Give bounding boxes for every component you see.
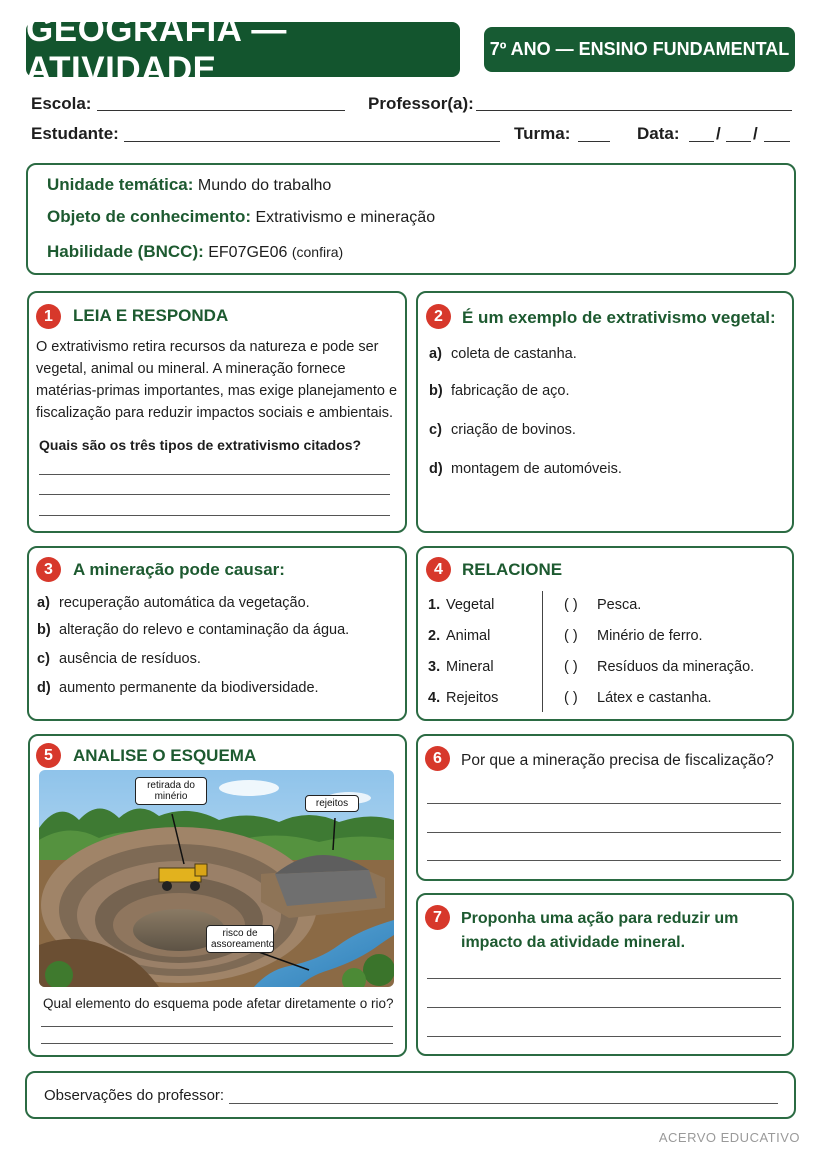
option-a[interactable] (37, 595, 310, 611)
question-5-prompt: Qual elemento do esquema pode afetar diretamente o rio? (43, 996, 394, 1011)
question-5-title: ANALISE O ESQUEMA (73, 746, 257, 765)
match-text: Rejeitos (446, 690, 499, 706)
option-text: montagem de automóveis. (451, 461, 622, 477)
date-day-field[interactable] (689, 141, 714, 142)
match-right-item[interactable] (564, 628, 703, 644)
answer-line[interactable] (39, 494, 390, 495)
match-text: Mineral (446, 659, 494, 675)
match-text: Vegetal (446, 597, 495, 613)
option-letter: a) (37, 595, 50, 611)
match-text: Resíduos da mineração. (597, 659, 755, 675)
match-right-item[interactable] (564, 597, 641, 613)
answer-line[interactable] (427, 832, 781, 833)
match-blank[interactable]: ( ) (564, 628, 578, 644)
publisher-footer: ACERVO EDUCATIVO (658, 1130, 800, 1145)
match-left-item (428, 628, 490, 644)
answer-line[interactable] (427, 1036, 781, 1037)
question-4-title: RELACIONE (462, 560, 563, 579)
question-number-badge: 3 (36, 557, 61, 582)
match-left-item (428, 597, 494, 613)
option-letter: c) (37, 651, 50, 667)
callout-tailings: rejeitos (305, 795, 359, 812)
match-number: 3. (428, 659, 441, 675)
match-number: 2. (428, 628, 441, 644)
option-text: alteração do relevo e contaminação da água. (59, 622, 350, 638)
answer-line[interactable] (39, 515, 390, 516)
class-field[interactable] (578, 141, 610, 142)
option-letter: b) (429, 383, 443, 399)
question-7-title: Proponha uma ação para reduzir um impacto da atividade mineral. (461, 910, 739, 951)
match-blank[interactable]: ( ) (564, 659, 578, 675)
date-separator: / (716, 124, 721, 143)
match-right-item[interactable] (564, 659, 754, 675)
question-number-badge: 5 (36, 743, 61, 768)
match-text: Látex e castanha. (597, 690, 712, 706)
match-number: 1. (428, 597, 441, 613)
question-number-badge: 2 (426, 304, 451, 329)
question-number-badge: 6 (425, 746, 450, 771)
option-text: fabricação de aço. (451, 383, 570, 399)
date-year-field[interactable] (764, 141, 790, 142)
answer-line[interactable] (427, 1007, 781, 1008)
object-label: Objeto de conhecimento: (47, 207, 252, 226)
question-6-title: Por que a mineração precisa de fiscalização? (461, 752, 774, 769)
option-c[interactable] (429, 422, 576, 438)
option-letter: d) (429, 461, 443, 477)
answer-line[interactable] (41, 1026, 393, 1027)
option-letter: b) (37, 622, 51, 638)
callout-extraction: retirada do minério (135, 777, 207, 805)
option-b[interactable] (429, 383, 570, 399)
option-d[interactable] (429, 461, 622, 477)
question-number-badge: 1 (36, 304, 61, 329)
match-left-item (428, 690, 498, 706)
match-text: Animal (446, 628, 491, 644)
answer-line[interactable] (427, 978, 781, 979)
answer-line[interactable] (41, 1043, 393, 1044)
match-blank[interactable]: ( ) (564, 597, 578, 613)
option-letter: d) (37, 680, 51, 696)
match-text: Minério de ferro. (597, 628, 703, 644)
option-d[interactable] (37, 680, 319, 696)
question-number-badge: 4 (426, 557, 451, 582)
match-text: Pesca. (597, 597, 642, 613)
unit-value: Mundo do trabalho (197, 177, 332, 194)
date-month-field[interactable] (726, 141, 751, 142)
option-text: criação de bovinos. (451, 422, 576, 438)
object-value: Extrativismo e mineração (255, 209, 436, 226)
question-1-prompt: Quais são os três tipos de extrativismo citados? (39, 437, 362, 453)
skill-code: EF07GE06 (208, 244, 288, 261)
skill-row (47, 242, 343, 262)
teacher-notes-label: Observações do professor: (44, 1087, 225, 1104)
option-text: ausência de resíduos. (59, 651, 201, 667)
teacher-field[interactable] (476, 110, 792, 111)
question-2-title: É um exemplo de extrativismo vegetal: (462, 308, 776, 327)
answer-line[interactable] (427, 803, 781, 804)
option-a[interactable] (429, 346, 577, 362)
student-field[interactable] (124, 141, 500, 142)
student-label: Estudante: (31, 124, 119, 143)
date-separator: / (753, 124, 758, 143)
skill-note: (confira) (291, 244, 344, 260)
class-label: Turma: (514, 124, 571, 143)
option-letter: c) (429, 422, 442, 438)
callout-siltation: risco de assoreamento (206, 925, 274, 953)
mining-scene-illustration (39, 770, 394, 987)
option-text: aumento permanente da biodiversidade. (59, 680, 319, 696)
school-field[interactable] (97, 110, 345, 111)
object-row (47, 207, 435, 227)
page-title: GEOGRAFIA — ATIVIDADE (26, 22, 460, 77)
unit-label: Unidade temática: (47, 175, 194, 194)
unit-row (47, 175, 331, 195)
option-b[interactable] (37, 622, 349, 638)
option-c[interactable] (37, 651, 201, 667)
school-label: Escola: (31, 94, 92, 113)
match-number: 4. (428, 690, 441, 706)
column-divider (542, 591, 543, 712)
grade-badge: 7º ANO — ENSINO FUNDAMENTAL (484, 27, 795, 72)
match-blank[interactable]: ( ) (564, 690, 578, 706)
teacher-label: Professor(a): (368, 94, 474, 113)
option-text: coleta de castanha. (451, 346, 577, 362)
answer-line[interactable] (39, 474, 390, 475)
option-text: recuperação automática da vegetação. (59, 595, 310, 611)
teacher-notes-field[interactable] (229, 1103, 778, 1104)
question-3-title: A mineração pode causar: (73, 560, 285, 579)
match-left-item (428, 659, 494, 675)
match-right-item[interactable] (564, 690, 711, 706)
question-1-title: LEIA E RESPONDA (73, 306, 229, 325)
question-number-badge: 7 (425, 905, 450, 930)
answer-line[interactable] (427, 860, 781, 861)
date-label: Data: (637, 124, 680, 143)
option-letter: a) (429, 346, 442, 362)
skill-label: Habilidade (BNCC): (47, 242, 204, 261)
question-1-text: O extrativismo retira recursos da natureza e pode ser vegetal, animal ou mineral. A mineração fornece matérias-primas importantes, mas exige planejamento e fiscalização para reduzir impactos sociais e ambientais. (36, 339, 398, 421)
